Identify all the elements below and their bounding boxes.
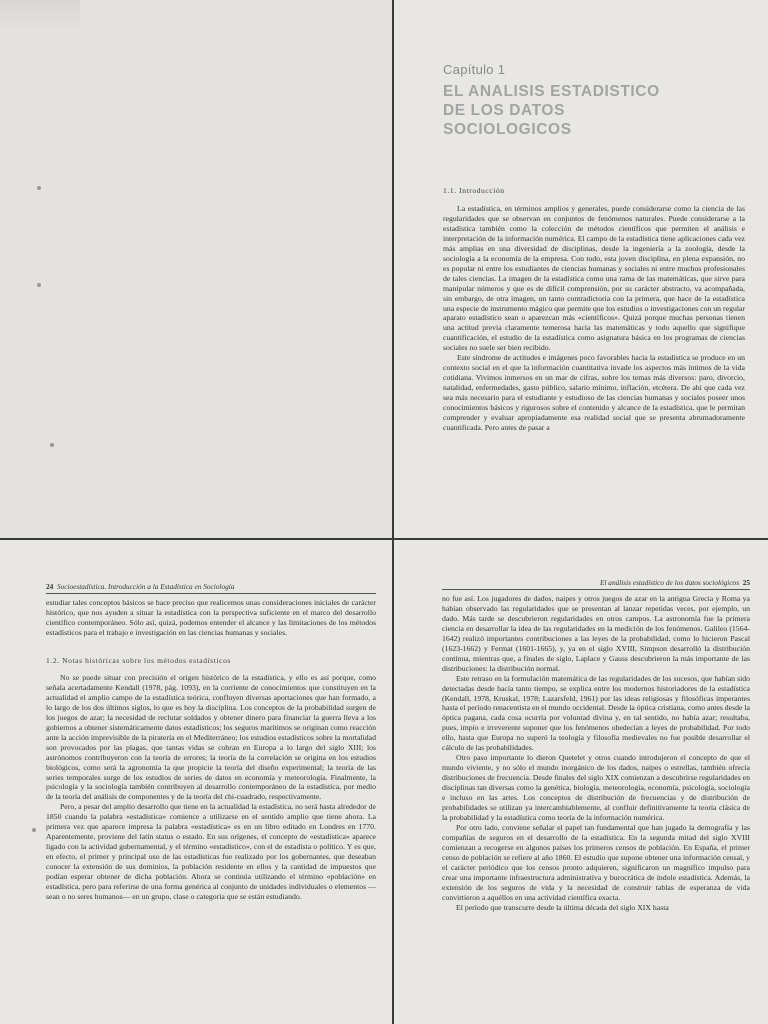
paragraph: Por otro lado, conviene señalar el papel tan fundamental que han jugado la demografía y las compañías de seguros en el desarrollo de la estadística. En la segunda mitad del siglo XVIII comienzan a recogerse en algunos países los primeros censos de población. En España, el primer censo de población se refiere al año 1860. El estudio que supone obtener una información censal, y el carácter periódico que los censos pronto adquieren, significaron un magnífico impulso para crear una importante infraestructura administrativa y burocrática de índole estadística. Además, la extensión de los seguros de vida y la necesidad de construir tablas de esperanza de vida convirtieron a aquéllos en una actividad científica exacta. <box>442 822 750 902</box>
blank-page <box>0 0 392 538</box>
paragraph: No se puede situar con precisión el origen histórico de la estadística, y ello es así porque, como señala acertadamente Kendall (1978, pág. 1093), en la corriente de conocimientos que constituyen en la actualidad el amplio campo de la estadística teórica, confluyen diversas aportaciones que han formado, a lo largo de los dos últimos siglos, lo que es hoy la disciplina. Los conceptos de la probabilidad surgen de los juegos de azar; la necesidad de reclutar soldados y obtener dinero para financiar la guerra lleva a los gobiernos a obtener sistemáticamente datos estadísticos; los seguros marítimos se originan como reacción ante la acción imprevisible de la piratería en el Mediterráneo; los estudios estadísticos sobre la mortalidad son provocados por las plagas, que tantas vidas se cobran en Europa a lo largo del siglo XIII; los astrónomos contribuyeron con la teoría de errores; la teoría de la correlación se origina en los estudios biológicos, como será la agronomía la que propicie la teoría del diseño experimental; la teoría de las series temporales surge de los estudios de series de datos en economía y meteorología. Finalmente, la psicología y la sociología también contribuyen al desarrollo contemporáneo de la estadística, por medio de la teoría del análisis de componentes y de la teoría del chi-cuadrado, respectivamente. <box>46 673 376 802</box>
notes-body <box>46 673 376 1023</box>
chapter-opening-page <box>394 0 768 538</box>
paragraph: Este retraso en la formulación matemática de las regularidades de los sucesos, que habían sido detectadas desde hacía tanto tiempo, se explica entre los modernos historiadores de la estadística (Kendall, 1978, Kruskal, 1978; Lazarsfeld, 1961) por las ideas religiosas y filosóficas imperantes hasta el período renacentista en el mundo occidental. Desde la óptica cristiana, como antes desde la óptica pagana, cada cosa ocurría por voluntad divina y, en tal sentido, no había azar; resultaba, pues, impío e irreverente suponer que los fenómenos obedecían a leyes de probabilidad. Por todo ello, hasta que Europa no superó la teología y filosofía medievales no fue posible desarrollar el cálculo de las probabilidades. <box>442 673 750 753</box>
paragraph: no fue así. Los jugadores de dados, naipes y otros juegos de azar en la antigua Grecia y Roma ya habían observado las regularidades que se presentan al lanzar repetidas veces, por ejemplo, un dado. Más tarde se descubrieron regularidades en otros campos. La astronomía fue la primera ciencia en desarrollar la idea de las regularidades en la medición de los fenómenos. Galileo (1564-1642) realizó importantes contribuciones a las leyes de la probabilidad, como lo hicieron Pascal (1623-1662) y Fermat (1601-1665), y, ya en el siglo XVIII, Simpson desarrolló la distribución continua, mientras que, a finales de siglo, Laplace y Gauss descubrieron la más importante de las distribuciones: la distribución normal. <box>442 594 750 673</box>
chapter-label: Capítulo 1 <box>443 62 506 77</box>
chapter-title-line: SOCIOLOGICOS <box>443 121 572 138</box>
running-head-title: El análisis estadístico de los datos sociológicos <box>600 578 740 587</box>
punch-hole <box>37 283 41 287</box>
scan-smudge <box>0 0 80 30</box>
page-number: 24 <box>46 582 54 591</box>
history-body <box>442 594 750 1024</box>
punch-hole <box>50 443 54 447</box>
section-heading-notas-historicas: 1.2. Notas históricas sobre los métodos estadísticos <box>46 656 231 665</box>
intro-body <box>443 204 745 534</box>
running-head-title: Socioestadística. Introducción a la Estadística en Sociología <box>56 582 235 591</box>
paragraph: La estadística, en términos amplios y generales, puede considerarse como la ciencia de las regularidades que se observan en conjuntos de fenómenos naturales. Puede considerarse a la estadística también como la colección de métodos científicos que permiten el análisis e interpretación de la información numérica. El campo de la estadística tiene aplicaciones cada vez más amplias en una diversidad de disciplinas, desde la ingeniería a la zoología, desde la sociología a la economía de la empresa. Con todo, esta joven disciplina, en plena expansión, no es popular ni entre los estudiantes de ciencias humanas y sociales ni entre muchos profesionales de tales ciencias. La imagen de la estadística como una rama de las matemáticas, que sirve para manipular números y que es de difícil comprensión, por su carácter abstracto, va acompañada, sin embargo, de otra imagen, un tanto contradictoria con la primera, que hace de la estadística una especie de instrumento mágico que permite que los estudios o investigaciones con un regular aparato estadístico sean o aparezcan más «científicos». Quizá porque muchas personas tienen una actitud previa claramente temerosa hacia las matemáticas y todo aquello que signifique cuantificación, el estudio de la estadística como asignatura básica en los programas de ciencias sociales no suele ser bien recibido. <box>443 204 745 353</box>
paragraph: estudiar tales conceptos básicos se hace preciso que realicemos unas consideraciones iniciales de carácter histórico, que nos ayuden a situar la estadística con la perspectiva suficiente en el marco del desarrollo científico contemporáneo. Sólo así, quizá, podemos entender el alcance y las limitaciones de los métodos estadísticos para el trabajo e investigación en las ciencias humanas y sociales. <box>46 598 376 637</box>
continuation-text <box>46 598 376 638</box>
page-25 <box>394 540 768 1024</box>
header-rule <box>442 589 750 590</box>
page-24 <box>0 540 392 1024</box>
chapter-title <box>443 82 743 139</box>
header-rule <box>46 593 376 594</box>
running-head-left <box>46 582 234 591</box>
section-heading-introduccion: 1.1. Introducción <box>443 186 505 195</box>
page-number: 25 <box>742 578 750 587</box>
paragraph: Este síndrome de actitudes e imágenes poco favorables hacia la estadística se produce en un contexto social en el que la información cuantitativa invade los aspectos más íntimos de la vida cotidiana. Vivimos inmersos en un mar de cifras, sobre los temas más diversos: paro, divorcio, natalidad, enfermedades, gasto público, salario mínimo, inflación, etcétera. De ahí que cada vez sea más necesario para el estudiante y estudioso de las ciencias humanas y sociales poseer unos conocimientos básicos y rigurosos sobre el contenido y alcance de la estadística, que le permitan comprender y evaluar apropiadamente esa realidad social que se presenta abrumadoramente cuantificada. Pero antes de pasar a <box>443 353 745 432</box>
chapter-title-line: EL ANALISIS ESTADISTICO <box>443 83 660 100</box>
paragraph: El período que transcurre desde la última década del siglo XIX hasta <box>456 902 669 912</box>
punch-hole <box>37 186 41 190</box>
paragraph: Pero, a pesar del amplio desarrollo que tiene en la actualidad la estadística, no será hasta alrededor de 1850 cuando la palabra «estadística» comience a utilizarse en el sentido amplio que tiene ahora. La primera vez que aparece impresa la palabra «estadística» es en un libro editado en Londres en 1770. Aparentemente, proviene del latín status o estado. En sus orígenes, el concepto de «estadística» aparece ligado con la actividad gubernamental, y el término «estadístico», con el de estadista o político. Y es que, en efecto, el primer y principal uso de las estadísticas fue realizado por los gobernantes, que deseaban conocer la extensión de sus dominios, la población residente en ellos y la cantidad de impuestos que podían esperar obtener de dicha población. Ahora se continúa utilizando el término «población» en estadística, pero para referirse de una forma genérica al conjunto de unidades individuales o elementos —sean o no seres humanos— en un grupo, clase o categoría que se están estudiando. <box>46 802 376 901</box>
punch-hole <box>32 828 36 832</box>
paragraph: Otro paso importante lo dieron Quetelet y otros cuando introdujeron el concepto de que el mundo viviente, y no sólo el mundo inorgánico de los dados, naipes o estrellas, también ofrecía distribuciones de frecuencia. Desde finales del siglo XIX comienzan a descubrirse regularidades en disciplinas tan diversas como la genética, biología, meteorología, economía, psicología, sociología e incluso en las artes. Los conceptos de distribución de frecuencias y de distribución de probabilidades se utilizan ya intercambiablemente, al confluir definitivamente la teoría clásica de la probabilidad y la estadística como teoría de la información numérica. <box>442 753 750 822</box>
running-head-right <box>600 578 750 587</box>
chapter-title-line: DE LOS DATOS <box>443 102 566 119</box>
